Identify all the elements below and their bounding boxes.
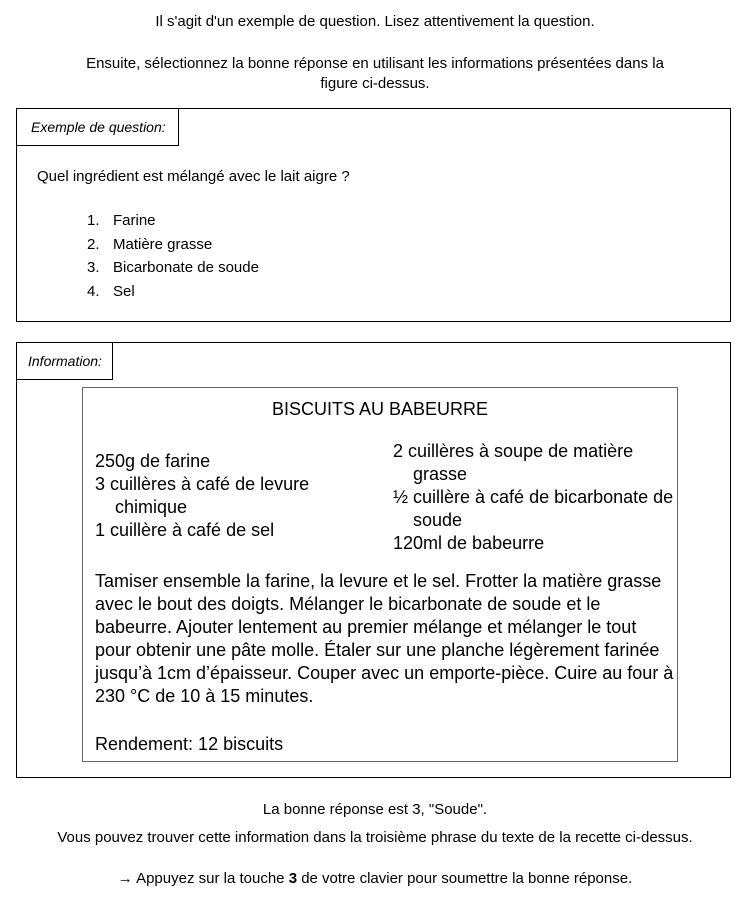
ingredient: 2 cuillères à soupe de matière grasse	[393, 441, 634, 484]
answer-line-1: La bonne réponse est 3, "Soude".	[262, 801, 488, 818]
submit-instruction	[0, 869, 750, 888]
recipe-instructions: Tamiser ensemble la farine, la levure et le sel. Frotter la matière grasse avec le bout des doigts. Mélanger le bicarbonate de soude et le babeurre. Ajouter lentement au premier mélange et mélanger le tout pour obtenir une pâte molle. Étaler sur une planche légèrement farinée jusqu’à 1cm d’épaisseur. Couper avec un emporte-pièce. Cuire au four à 230 °C de 10 à 15 minutes.	[95, 571, 674, 706]
ingredients-left	[95, 450, 375, 542]
option-item[interactable]	[87, 235, 259, 259]
answer-line-2: Vous pouvez trouver cette information dans la troisième phrase du texte de la recette ci-dessus.	[57, 829, 693, 846]
arrow-right-icon: →	[117, 870, 133, 887]
option-item[interactable]	[87, 282, 259, 306]
option-number: 4.	[87, 282, 100, 300]
instruction-prefix: Appuyez sur la touche	[132, 870, 289, 887]
options-list	[87, 211, 259, 305]
option-number: 1.	[87, 212, 100, 229]
recipe-card	[82, 387, 678, 762]
option-item[interactable]	[87, 211, 259, 235]
information-box	[16, 342, 731, 778]
option-label: Farine	[113, 212, 156, 229]
ingredient: 120ml de babeurre	[393, 533, 545, 553]
information-box-tab: Information:	[16, 342, 113, 380]
recipe-yield: Rendement: 12 biscuits	[95, 734, 284, 754]
intro-line-1: Il s'agit d'un exemple de question. Lisez attentivement la question.	[155, 13, 595, 30]
option-label: Sel	[113, 282, 135, 300]
instruction-key: 3	[288, 870, 298, 887]
instruction-suffix: de votre clavier pour soumettre la bonne réponse.	[297, 870, 633, 887]
option-number: 2.	[87, 235, 100, 253]
intro-line-2b: figure ci-dessus.	[320, 75, 430, 92]
question-text: Quel ingrédient est mélangé avec le lait aigre ?	[37, 168, 350, 185]
option-label: Bicarbonate de soude	[113, 259, 259, 276]
option-item[interactable]	[87, 258, 259, 282]
ingredient: 250g de farine	[95, 451, 211, 471]
ingredient: 3 cuillères à café de levure chimique	[95, 474, 310, 517]
ingredients-right	[393, 440, 683, 555]
intro-line-2a: Ensuite, sélectionnez la bonne réponse en utilisant les informations présentées dans la	[86, 55, 664, 72]
question-box-tab: Exemple de question:	[16, 108, 179, 146]
ingredient: 1 cuillère à café de sel	[95, 520, 275, 540]
option-label: Matière grasse	[113, 235, 213, 253]
recipe-title: BISCUITS AU BABEURRE	[271, 399, 489, 419]
question-box	[16, 108, 731, 322]
ingredient: ½ cuillère à café de bicarbonate de soude	[393, 487, 674, 530]
option-number: 3.	[87, 259, 100, 276]
